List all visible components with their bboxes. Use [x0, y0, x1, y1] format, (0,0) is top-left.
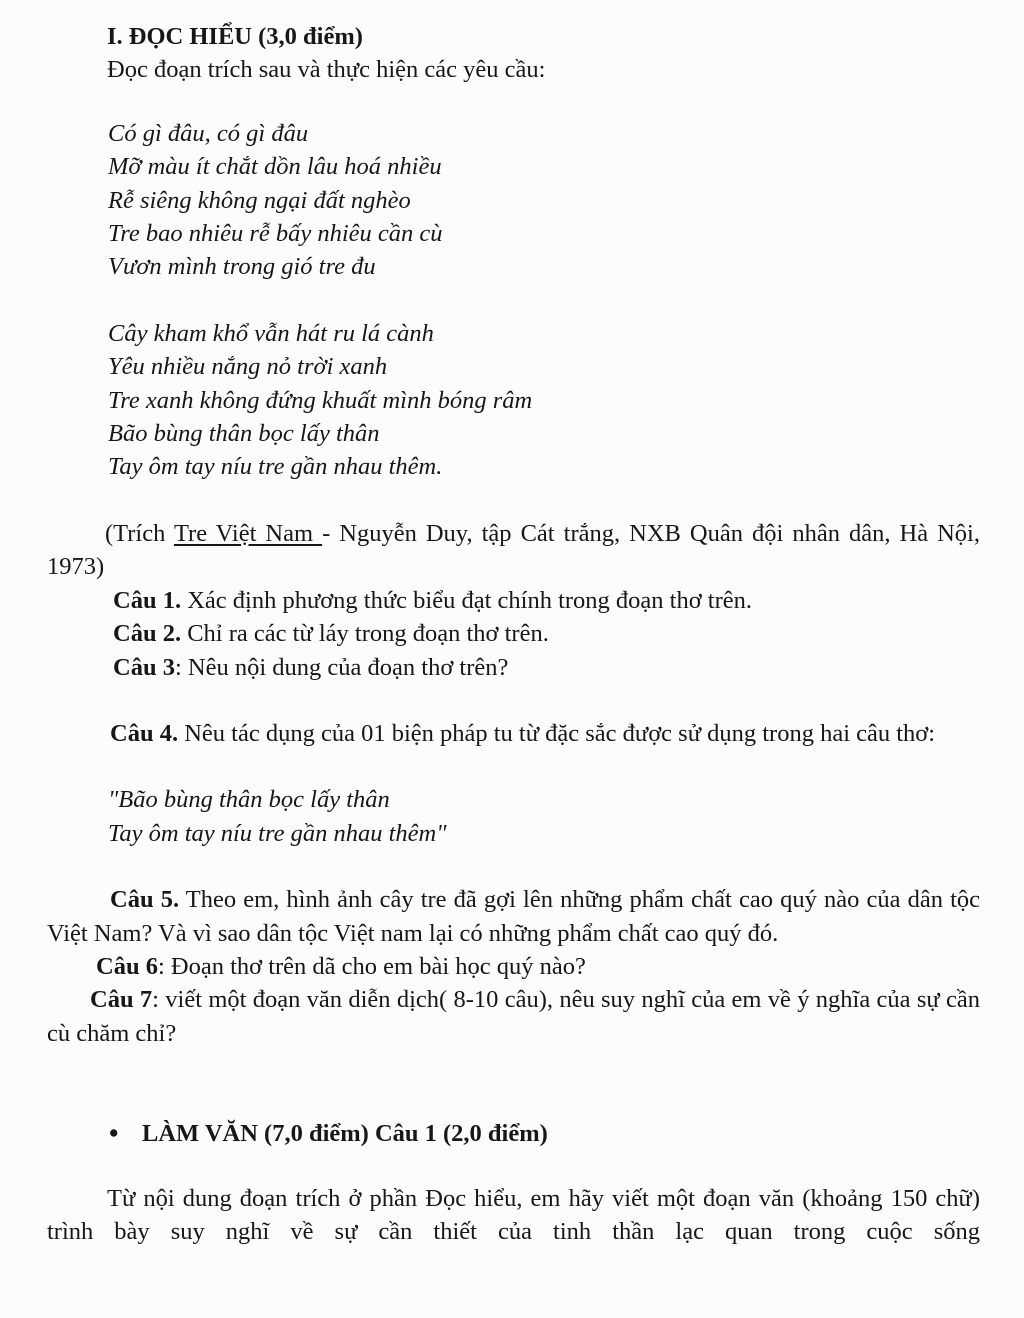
- quoted-verse-line: Tay ôm tay níu tre gần nhau thêm": [108, 819, 447, 847]
- citation: [47, 517, 980, 584]
- section-2-heading-text: LÀM VĂN (7,0 điểm) Câu 1 (2,0 điểm): [142, 1120, 548, 1148]
- closing-paragraph: Từ nội dung đoạn trích ở phần Đọc hiểu, em hãy viết một đoạn văn (khoảng 150 chữ) trình bày suy nghĩ về sự cần thiết của tinh thần lạc quan trong cuộc sống: [47, 1184, 980, 1245]
- poem-line: Tre bao nhiêu rễ bấy nhiêu cần cù: [108, 220, 443, 248]
- question-4: [47, 717, 980, 750]
- question-2-text: Chỉ ra các từ láy trong đoạn thơ trên.: [181, 620, 549, 648]
- question-2-label: Câu 2.: [113, 620, 182, 648]
- citation-work-title: Tre Việt Nam: [173, 519, 323, 547]
- section-2-heading: [109, 1117, 980, 1150]
- question-6: [47, 950, 980, 983]
- poem-line: Tre xanh không đứng khuất mình bóng râm: [108, 386, 533, 414]
- quoted-verse-line: "Bão bùng thân bọc lấy thân: [108, 786, 390, 814]
- question-4-text: Nêu tác dụng của 01 biện pháp tu từ đặc sắc được sử dụng trong hai câu thơ:: [178, 719, 936, 747]
- question-3: [113, 651, 980, 684]
- poem-stanza-1: [108, 117, 980, 284]
- question-5: [47, 883, 980, 950]
- question-1-label: Câu 1.: [113, 586, 182, 614]
- question-3-text: : Nêu nội dung của đoạn thơ trên?: [174, 653, 509, 681]
- question-6-label: Câu 6: [96, 952, 158, 980]
- question-5-label: Câu 5.: [110, 886, 180, 914]
- question-6-text: : Đoạn thơ trên dã cho em bài học quý nào?: [157, 952, 586, 980]
- question-1: [113, 584, 980, 617]
- section-1-heading: I. ĐỌC HIỂU (3,0 điểm): [107, 23, 363, 50]
- poem-line: Vươn mình trong gió tre đu: [108, 253, 376, 281]
- question-5-text: Theo em, hình ảnh cây tre đã gợi lên những phẩm chất cao quý nào của dân tộc Việt Nam? Và vì sao dân tộc Việt nam lại có những phẩm chất cao quý đó.: [47, 886, 981, 947]
- quoted-verse: [108, 783, 980, 850]
- poem-line: Mỡ màu ít chắt dồn lâu hoá nhiều: [108, 153, 442, 181]
- poem-stanza-2: [108, 317, 980, 484]
- poem-line: Rễ siêng không ngại đất nghèo: [108, 186, 411, 214]
- citation-suffix: - Nguyễn Duy, tập Cát trắng, NXB Quân đội nhân dân, Hà Nội, 1973): [47, 519, 980, 581]
- poem-line: Yêu nhiều nắng nỏ trời xanh: [108, 353, 388, 381]
- question-7: [47, 983, 980, 1050]
- question-2: [113, 617, 980, 650]
- question-7-text: : viết một đoạn văn diễn dịch( 8-10 câu), nêu suy nghĩ của em về ý nghĩa của sự cần cù chăm chỉ?: [47, 986, 980, 1047]
- poem-line: Tay ôm tay níu tre gần nhau thêm.: [108, 453, 443, 481]
- question-1-text: Xác định phương thức biểu đạt chính trong đoạn thơ trên.: [181, 586, 753, 614]
- intro-line: Đọc đoạn trích sau và thực hiện các yêu cầu:: [107, 56, 546, 84]
- citation-prefix: (Trích: [105, 519, 174, 547]
- poem-line: Bão bùng thân bọc lấy thân: [108, 420, 380, 448]
- poem-line: Có gì đâu, có gì đâu: [108, 119, 309, 147]
- question-7-label: Câu 7: [90, 986, 153, 1014]
- question-3-label: Câu 3: [113, 653, 175, 681]
- question-4-label: Câu 4.: [110, 719, 179, 747]
- bullet-icon: •: [109, 1118, 119, 1149]
- poem-line: Cây kham khổ vẫn hát ru lá cành: [108, 319, 434, 347]
